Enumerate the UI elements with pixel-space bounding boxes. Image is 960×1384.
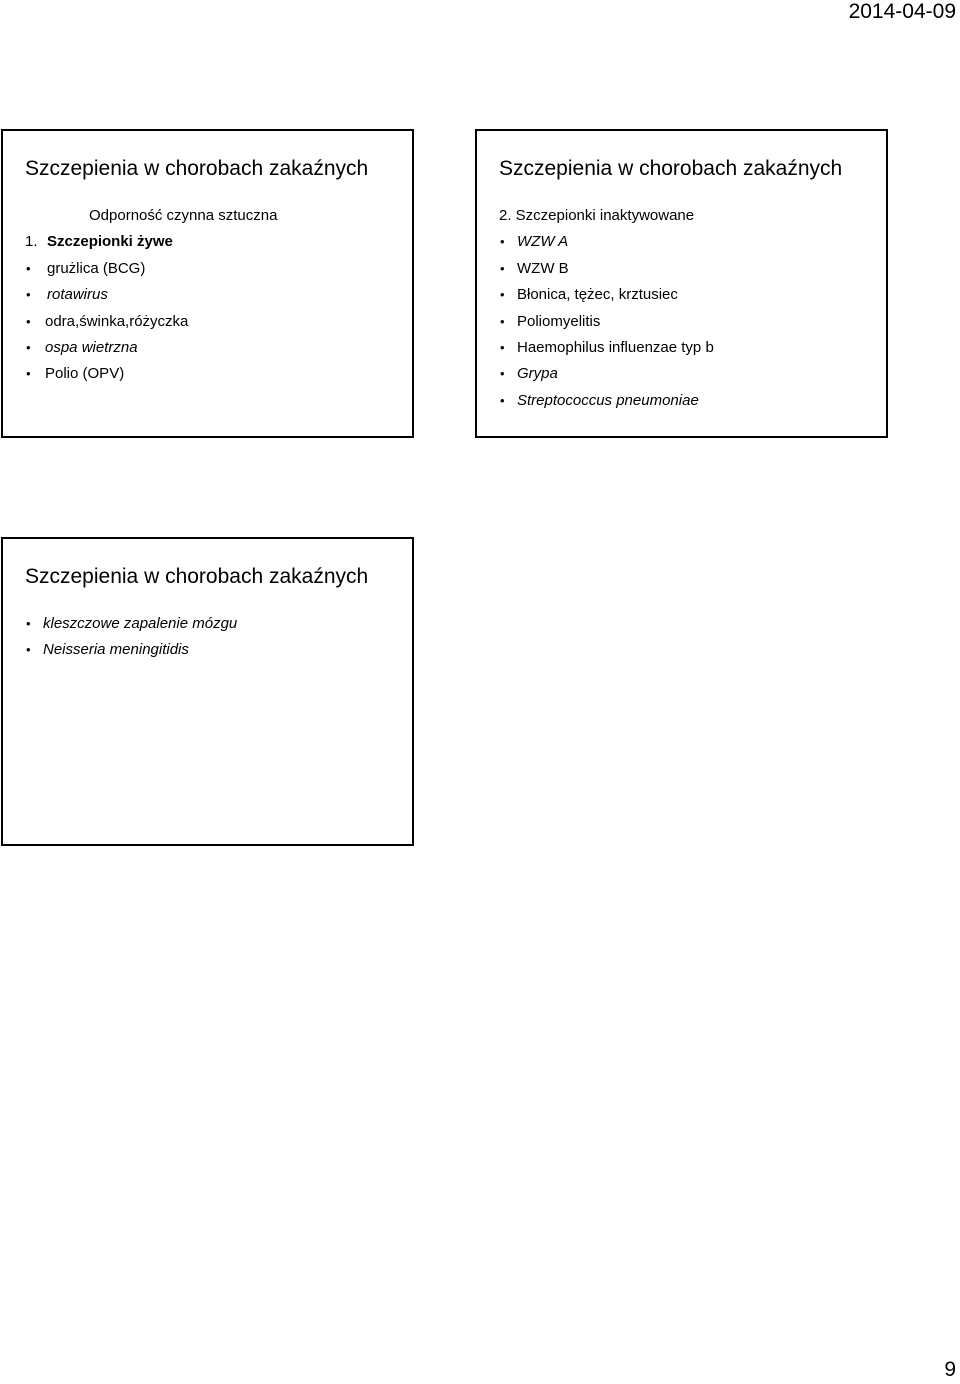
bullet-icon: •	[500, 313, 505, 329]
list-item	[499, 388, 878, 414]
bullet-icon: •	[500, 234, 505, 250]
bullet-icon: •	[500, 260, 505, 276]
header-date: 2014-04-09	[848, 0, 956, 23]
bullet-list	[25, 256, 404, 388]
list-item-text: Polio (OPV)	[45, 365, 125, 383]
bullet-icon: •	[26, 340, 31, 356]
bullet-icon: •	[26, 260, 31, 276]
list-item-text: Błonica, tężec, krztusiec	[517, 286, 678, 304]
section-number: 1.	[25, 233, 38, 251]
bullet-icon: •	[26, 313, 31, 329]
list-item-text: WZW A	[517, 233, 569, 251]
bullet-icon: •	[500, 287, 505, 303]
list-item	[25, 282, 404, 308]
list-item	[499, 256, 878, 282]
slide-title: Szczepienia w chorobach zakaźnych	[499, 157, 843, 180]
list-item	[499, 361, 878, 387]
slide-thumbnail-3	[1, 537, 414, 846]
list-item	[499, 309, 878, 335]
list-item	[25, 637, 404, 663]
list-item	[25, 256, 404, 282]
bullet-list	[25, 611, 404, 664]
list-item	[499, 282, 878, 308]
slide-body	[499, 203, 878, 414]
list-item-text: Poliomyelitis	[517, 312, 601, 330]
slide-thumbnail-1	[1, 129, 414, 438]
list-item	[25, 335, 404, 361]
slide-body	[25, 611, 404, 664]
section-label: 2. Szczepionki inaktywowane	[499, 207, 695, 224]
list-item-text: ospa wietrzna	[45, 339, 138, 357]
list-item-text: kleszczowe zapalenie mózgu	[43, 615, 238, 632]
list-item-text: Grypa	[517, 365, 558, 383]
slide-subtitle: Odporność czynna sztuczna	[89, 207, 278, 224]
list-item	[499, 335, 878, 361]
list-item	[25, 309, 404, 335]
list-item	[25, 361, 404, 387]
bullet-icon: •	[500, 366, 505, 382]
list-item-text: Streptococcus pneumoniae	[517, 391, 699, 409]
list-item	[499, 229, 878, 255]
slide-title: Szczepienia w chorobach zakaźnych	[25, 565, 369, 588]
list-item-text: WZW B	[517, 259, 569, 277]
bullet-icon: •	[500, 340, 505, 356]
page-number: 9	[944, 1358, 956, 1381]
list-item	[25, 611, 404, 637]
list-item-text: rotawirus	[47, 286, 108, 304]
list-item-text: Neisseria meningitidis	[43, 641, 189, 659]
bullet-icon: •	[26, 287, 31, 303]
bullet-icon: •	[26, 366, 31, 382]
bullet-icon: •	[500, 392, 505, 408]
section-heading	[499, 203, 878, 229]
list-item-text: Haemophilus influenzae typ b	[517, 339, 714, 357]
bullet-icon: •	[26, 642, 31, 658]
section-label: Szczepionki żywe	[47, 233, 173, 251]
slide-title: Szczepienia w chorobach zakaźnych	[25, 157, 369, 180]
list-item-text: grużlica (BCG)	[47, 259, 146, 277]
list-item-text: odra,świnka,różyczka	[45, 312, 189, 330]
slide-body	[25, 203, 404, 388]
slide-thumbnail-2	[475, 129, 888, 438]
bullet-icon: •	[26, 616, 31, 631]
section-heading	[25, 229, 404, 255]
bullet-list	[499, 229, 878, 414]
